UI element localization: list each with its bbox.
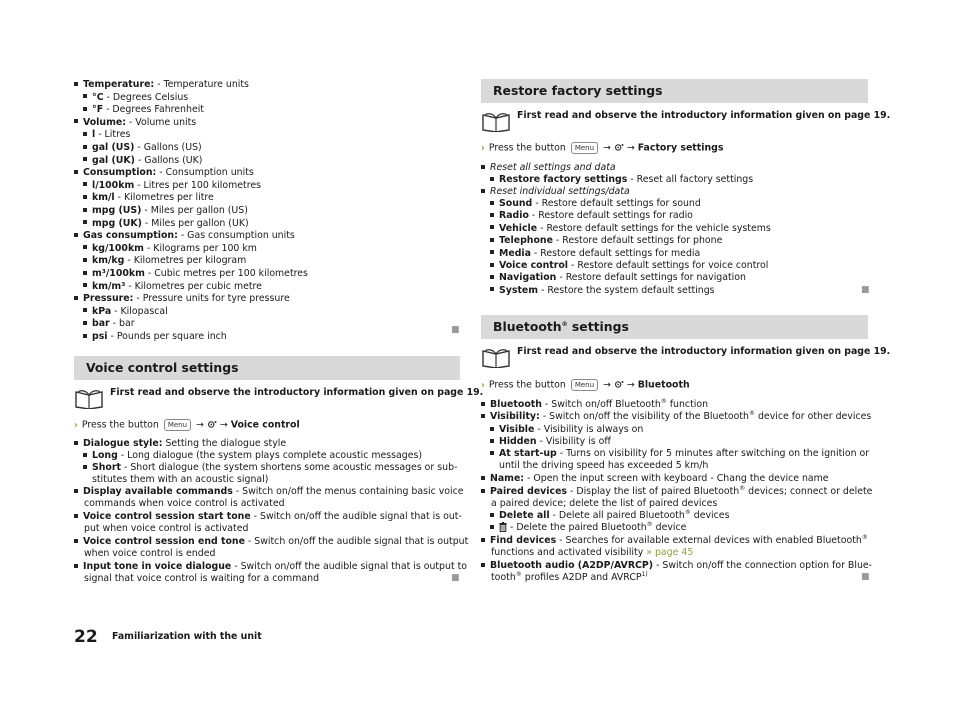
list-item: Visible - Visibility is always on [481,424,643,436]
voice-control-target: Voice control [230,419,300,431]
section-end-mark: ■ [861,285,870,295]
menu-button[interactable]: Menu [571,142,598,154]
list-item: Find devices - Searches for available external devices with enabled Bluetooth® [481,535,868,547]
page-footer-title: Familiarization with the unit [112,631,262,642]
voice-press-line: › Press the button Menu → → Voice control [74,419,300,431]
list-item-cont: commands when voice control is activated [84,498,285,509]
bluetooth-target: Bluetooth [637,379,690,391]
list-item: Reset individual settings/data [481,186,630,198]
list-item: Navigation - Restore default settings for navigation [481,272,746,284]
menu-button[interactable]: Menu [164,419,191,431]
list-item: kPa - Kilopascal [74,306,168,318]
list-item: Display available commands - Switch on/off the menus containing basic voice [74,486,464,498]
factory-settings-target: Factory settings [637,142,724,154]
list-item: Paired devices - Display the list of paired Bluetooth® devices; connect or delete [481,486,872,498]
list-item: gal (US) - Gallons (US) [74,142,202,154]
list-item: l/100km - Litres per 100 kilometres [74,180,261,192]
list-item-cont: stitutes them with an acoustic signal) [92,474,269,485]
list-item: Name: - Open the input screen with keyboard - Chang the device name [481,473,829,485]
list-item: °F - Degrees Fahrenheit [74,104,204,116]
open-book-icon [481,346,511,368]
list-item: Vehicle - Restore default settings for the vehicle systems [481,223,771,235]
list-item: l - Litres [74,129,130,141]
step-arrow-icon: › [481,142,485,154]
bluetooth-note-text: First read and observe the introductory information given on page 19. [517,346,891,357]
list-item: psi - Pounds per square inch [74,331,227,343]
list-item-cont: put when voice control is activated [84,523,249,534]
list-item-cont: until the driving speed has exceeded 5 km/h [499,460,709,471]
list-item: At start-up - Turns on visibility for 5 minutes after switching on the ignition or [481,448,869,460]
list-item: Short - Short dialogue (the system shortens some acoustic messages or sub- [74,462,457,474]
list-item: km/kg - Kilometres per kilogram [74,255,246,267]
list-item: mpg (UK) - Miles per gallon (UK) [74,218,249,230]
step-arrow-icon: › [481,379,485,391]
list-item: kg/100km - Kilograms per 100 km [74,243,257,255]
open-book-icon [74,387,104,409]
list-item-cont: when voice control is ended [84,548,216,559]
list-item: - Delete the paired Bluetooth® device [481,522,686,534]
list-item: Telephone - Restore default settings for phone [481,235,722,247]
bluetooth-settings-header: Bluetooth® settings [481,315,868,339]
list-item: System - Restore the system default settings [481,285,715,297]
list-item-cont: a paired device; delete the list of paired devices [491,498,718,509]
list-item: Input tone in voice dialogue - Switch on/off the audible signal that is output to [74,561,467,573]
voice-control-settings-header: Voice control settings [74,356,460,380]
settings-gear-icon [207,420,217,429]
list-item: Dialogue style: Setting the dialogue style [74,438,286,450]
list-item: m³/100km - Cubic metres per 100 kilometres [74,268,308,280]
page-45-link[interactable]: » page 45 [646,547,694,558]
trash-icon [499,522,507,532]
list-item: mpg (US) - Miles per gallon (US) [74,205,248,217]
list-item: Restore factory settings - Reset all factory settings [481,174,753,186]
open-book-icon [481,110,511,132]
list-item-cont: functions and activated visibility » page 45 [491,547,694,558]
list-item: Long - Long dialogue (the system plays complete acoustic messages) [74,450,422,462]
list-item-cont: signal that voice control is waiting for a command [84,573,320,584]
list-item: km/m³ - Kilometres per cubic metre [74,281,262,293]
list-item: Gas consumption: - Gas consumption units [74,230,295,242]
list-item: Reset all settings and data [481,162,616,174]
section-end-mark: ■ [451,573,460,583]
list-item: Voice control session start tone - Switch on/off the audible signal that is out- [74,511,462,523]
step-arrow-icon: › [74,419,78,431]
list-item: km/l - Kilometres per litre [74,192,214,204]
voice-note-text: First read and observe the introductory information given on page 19. [110,387,484,398]
list-item: °C - Degrees Celsius [74,92,188,104]
list-item: Sound - Restore default settings for sound [481,198,701,210]
list-item: Temperature: - Temperature units [74,79,249,91]
list-item: Hidden - Visibility is off [481,436,611,448]
section-end-mark: ■ [451,325,460,335]
list-item: bar - bar [74,318,135,330]
list-item: Radio - Restore default settings for radio [481,210,693,222]
list-item: gal (UK) - Gallons (UK) [74,155,202,167]
list-item: Voice control - Restore default settings for voice control [481,260,768,272]
list-item-cont: tooth® profiles A2DP and AVRCP$^{1)}$ [491,570,648,583]
list-item: Bluetooth audio (A2DP/AVRCP) - Switch on/off the connection option for Blue- [481,560,872,572]
settings-gear-icon [614,143,624,152]
factory-note-text: First read and observe the introductory information given on page 19. [517,110,891,121]
menu-button[interactable]: Menu [571,379,598,391]
page-number: 22 [74,627,98,647]
settings-gear-icon [614,380,624,389]
list-item: Pressure: - Pressure units for tyre pressure [74,293,290,305]
factory-press-line: › Press the button Menu → → Factory settings [481,142,724,154]
list-item: Visibility: - Switch on/off the visibility of the Bluetooth® device for other devices [481,411,871,423]
bluetooth-press-line: › Press the button Menu → → Bluetooth [481,379,690,391]
footnote-marker: 1) [641,570,648,578]
list-item: Voice control session end tone - Switch on/off the audible signal that is output [74,536,468,548]
list-item: Bluetooth - Switch on/off Bluetooth® function [481,399,708,411]
list-item: Delete all - Delete all paired Bluetooth® devices [481,510,729,522]
list-item: Consumption: - Consumption units [74,167,254,179]
list-item: Volume: - Volume units [74,117,196,129]
section-end-mark: ■ [861,572,870,582]
restore-factory-settings-header: Restore factory settings [481,79,868,103]
list-item: Media - Restore default settings for media [481,248,700,260]
